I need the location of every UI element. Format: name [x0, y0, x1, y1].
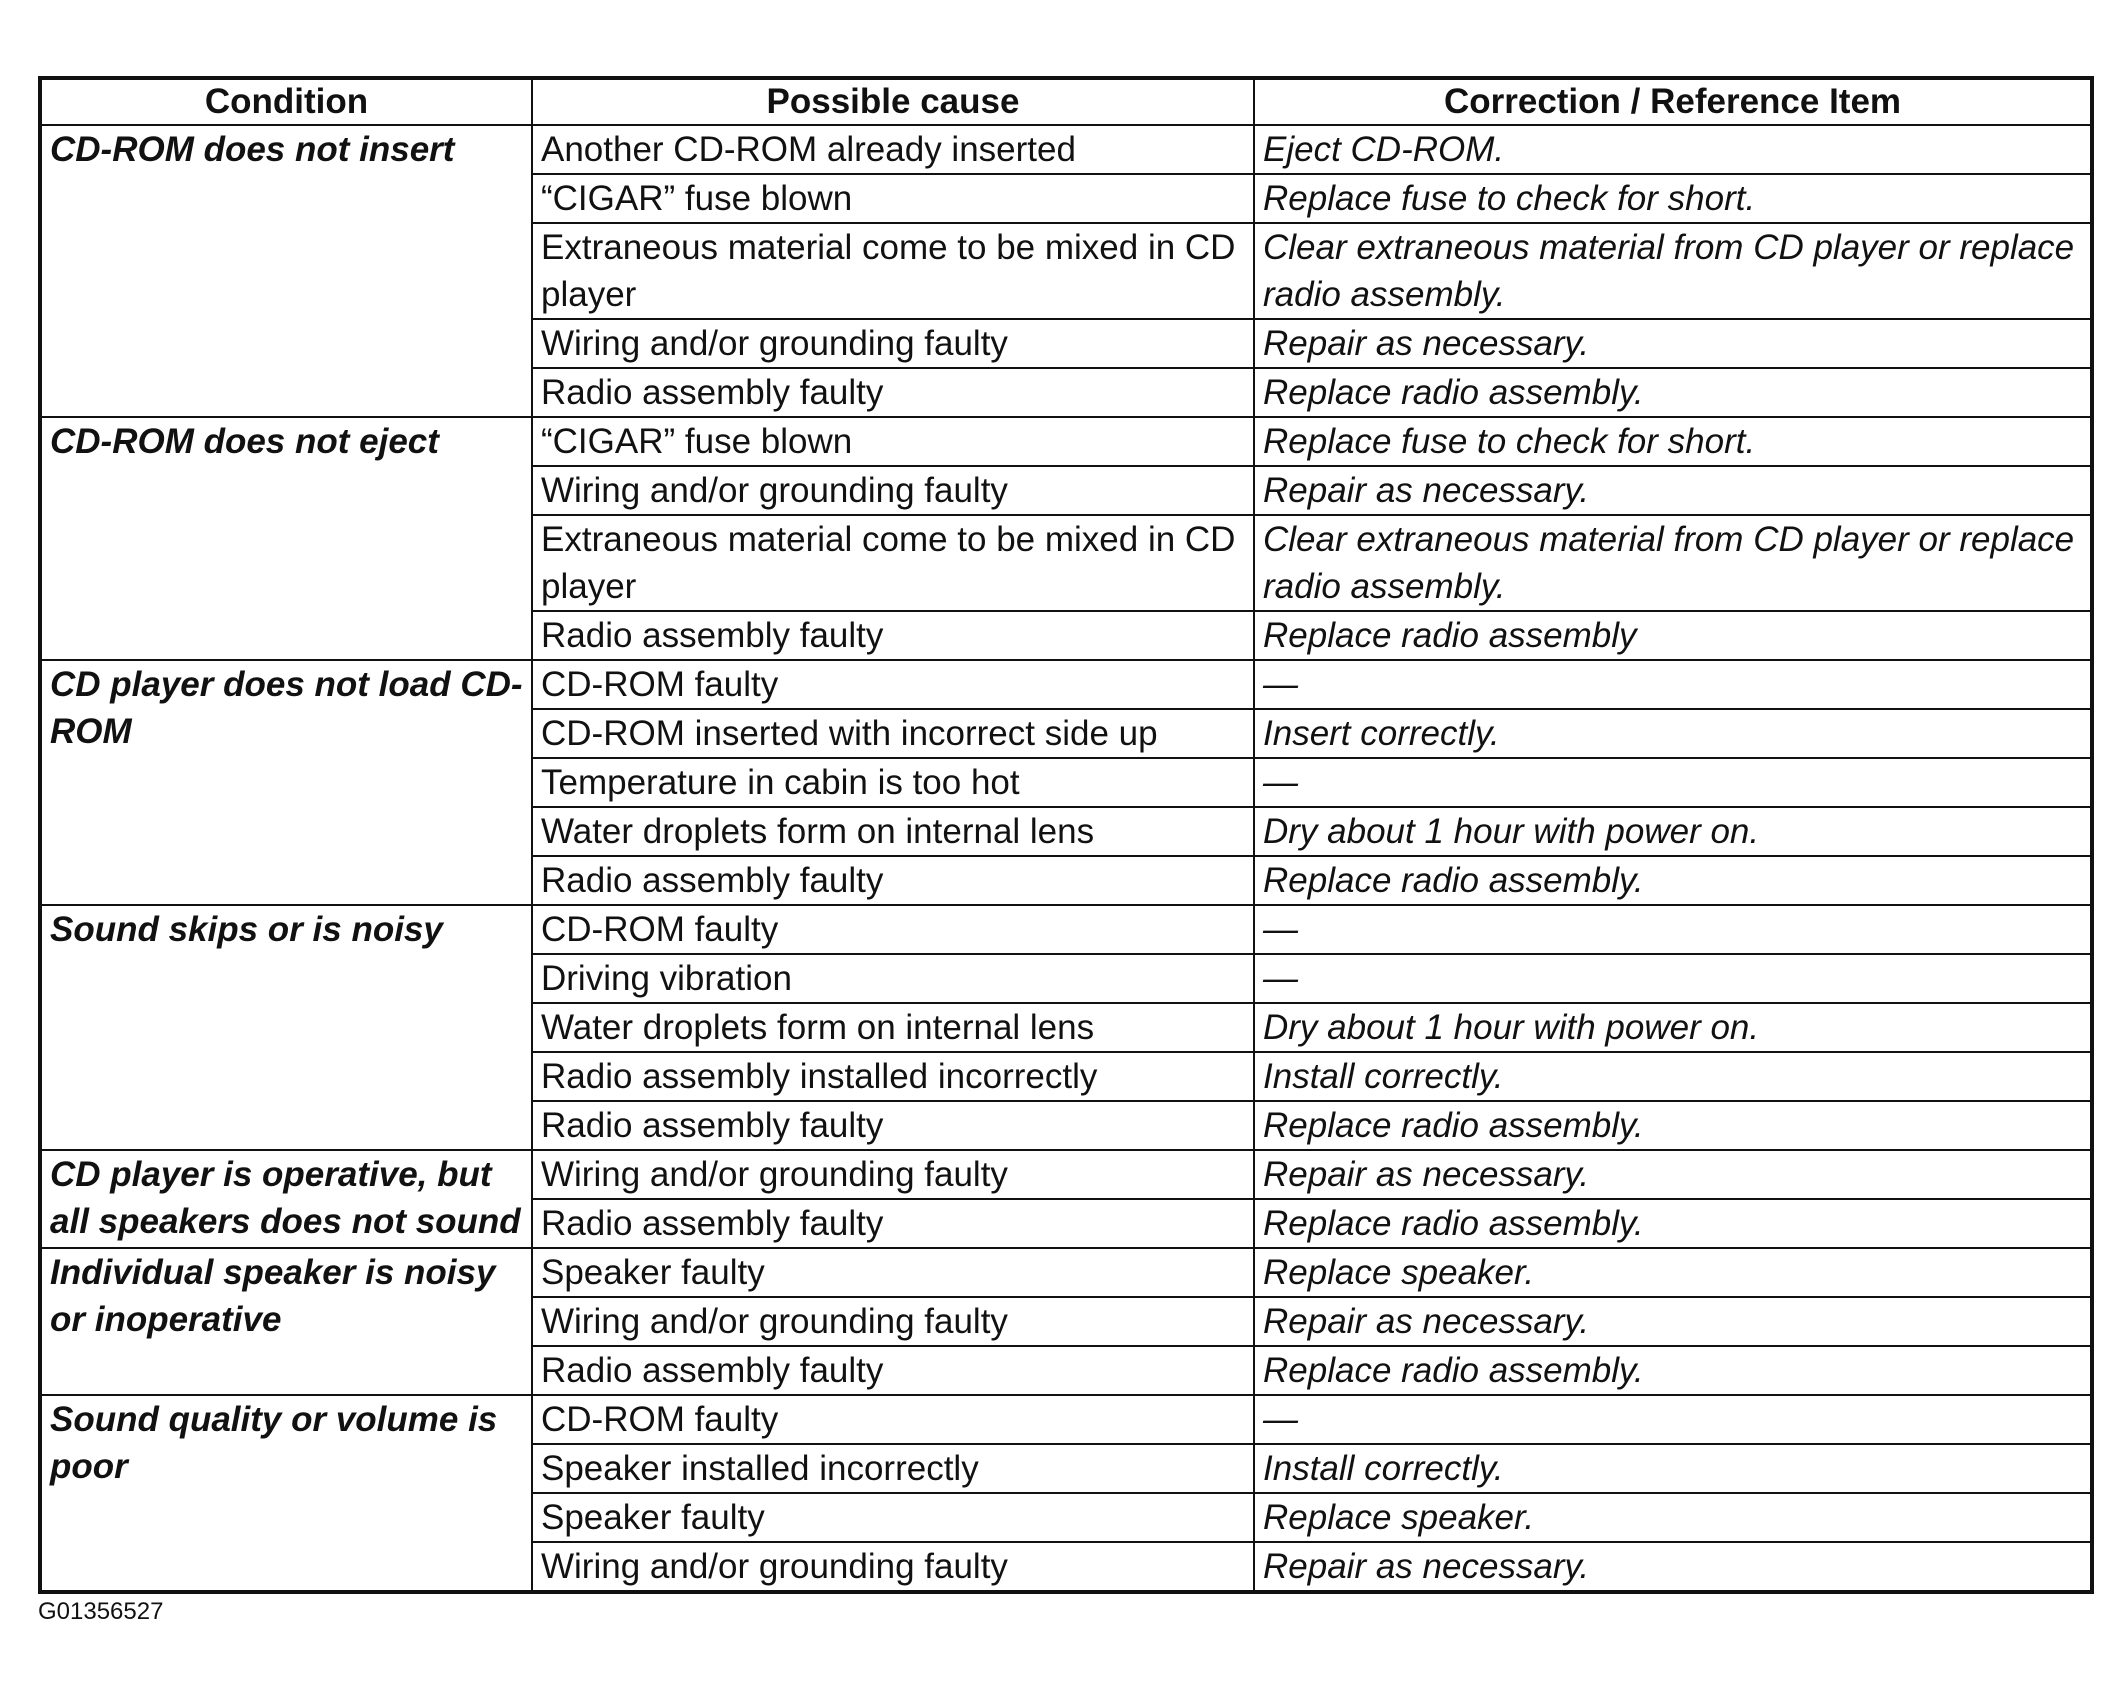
- table-row: [40, 1150, 2092, 1199]
- cause-cell: “CIGAR” fuse blown: [532, 417, 1254, 466]
- correction-cell: Replace fuse to check for short.: [1254, 417, 2092, 466]
- condition-cell: CD-ROM does not insert: [40, 125, 532, 417]
- table-body: [40, 125, 2092, 1592]
- correction-cell: Insert correctly.: [1254, 709, 2092, 758]
- cause-cell: Radio assembly faulty: [532, 611, 1254, 660]
- condition-cell: Sound quality or volume is poor: [40, 1395, 532, 1592]
- cause-cell: Radio assembly installed incorrectly: [532, 1052, 1254, 1101]
- correction-cell: —: [1254, 758, 2092, 807]
- table-row: [40, 660, 2092, 709]
- cause-cell: Wiring and/or grounding faulty: [532, 1297, 1254, 1346]
- figure-id: G01356527: [38, 1598, 164, 1625]
- cause-cell: CD-ROM faulty: [532, 905, 1254, 954]
- correction-cell: Dry about 1 hour with power on.: [1254, 1003, 2092, 1052]
- correction-cell: Clear extraneous material from CD player or replace radio assembly.: [1254, 515, 2092, 611]
- table-row: [40, 905, 2092, 954]
- cause-cell: Water droplets form on internal lens: [532, 1003, 1254, 1052]
- correction-cell: Replace radio assembly.: [1254, 1199, 2092, 1248]
- cause-cell: Radio assembly faulty: [532, 368, 1254, 417]
- cause-cell: Temperature in cabin is too hot: [532, 758, 1254, 807]
- cause-cell: Speaker faulty: [532, 1248, 1254, 1297]
- correction-cell: —: [1254, 954, 2092, 1003]
- cause-cell: CD-ROM faulty: [532, 660, 1254, 709]
- correction-cell: Install correctly.: [1254, 1052, 2092, 1101]
- troubleshooting-table: [38, 76, 2094, 1594]
- correction-cell: Replace fuse to check for short.: [1254, 174, 2092, 223]
- condition-cell: CD player is operative, but all speakers does not sound: [40, 1150, 532, 1248]
- cause-cell: “CIGAR” fuse blown: [532, 174, 1254, 223]
- condition-cell: Sound skips or is noisy: [40, 905, 532, 1150]
- correction-cell: Replace speaker.: [1254, 1248, 2092, 1297]
- cause-cell: Radio assembly faulty: [532, 1346, 1254, 1395]
- condition-cell: Individual speaker is noisy or inoperative: [40, 1248, 532, 1395]
- correction-cell: Replace radio assembly.: [1254, 1101, 2092, 1150]
- cause-cell: Speaker faulty: [532, 1493, 1254, 1542]
- correction-cell: Repair as necessary.: [1254, 319, 2092, 368]
- cause-cell: Extraneous material come to be mixed in CD player: [532, 223, 1254, 319]
- cause-cell: Speaker installed incorrectly: [532, 1444, 1254, 1493]
- cause-cell: Wiring and/or grounding faulty: [532, 1542, 1254, 1592]
- cause-cell: Wiring and/or grounding faulty: [532, 466, 1254, 515]
- correction-cell: Repair as necessary.: [1254, 1542, 2092, 1592]
- correction-cell: Eject CD-ROM.: [1254, 125, 2092, 174]
- cause-cell: Water droplets form on internal lens: [532, 807, 1254, 856]
- correction-cell: Replace radio assembly.: [1254, 856, 2092, 905]
- table-row: [40, 1248, 2092, 1297]
- cause-cell: Radio assembly faulty: [532, 1199, 1254, 1248]
- correction-cell: Replace radio assembly.: [1254, 1346, 2092, 1395]
- cause-cell: CD-ROM faulty: [532, 1395, 1254, 1444]
- header-condition: Condition: [40, 78, 532, 125]
- cause-cell: Wiring and/or grounding faulty: [532, 1150, 1254, 1199]
- cause-cell: Radio assembly faulty: [532, 856, 1254, 905]
- correction-cell: Replace radio assembly: [1254, 611, 2092, 660]
- correction-cell: Clear extraneous material from CD player or replace radio assembly.: [1254, 223, 2092, 319]
- correction-cell: Repair as necessary.: [1254, 1297, 2092, 1346]
- cause-cell: Wiring and/or grounding faulty: [532, 319, 1254, 368]
- correction-cell: —: [1254, 905, 2092, 954]
- correction-cell: —: [1254, 1395, 2092, 1444]
- correction-cell: Repair as necessary.: [1254, 466, 2092, 515]
- condition-cell: CD player does not load CD-ROM: [40, 660, 532, 905]
- cause-cell: Driving vibration: [532, 954, 1254, 1003]
- cause-cell: CD-ROM inserted with incorrect side up: [532, 709, 1254, 758]
- cause-cell: Radio assembly faulty: [532, 1101, 1254, 1150]
- correction-cell: Repair as necessary.: [1254, 1150, 2092, 1199]
- header-possible-cause: Possible cause: [532, 78, 1254, 125]
- correction-cell: Dry about 1 hour with power on.: [1254, 807, 2092, 856]
- table-row: [40, 1395, 2092, 1444]
- condition-cell: CD-ROM does not eject: [40, 417, 532, 660]
- header-row: [40, 78, 2092, 125]
- table-row: [40, 417, 2092, 466]
- table-row: [40, 125, 2092, 174]
- cause-cell: Another CD-ROM already inserted: [532, 125, 1254, 174]
- correction-cell: Replace speaker.: [1254, 1493, 2092, 1542]
- correction-cell: —: [1254, 660, 2092, 709]
- correction-cell: Install correctly.: [1254, 1444, 2092, 1493]
- cause-cell: Extraneous material come to be mixed in CD player: [532, 515, 1254, 611]
- header-correction: Correction / Reference Item: [1254, 78, 2092, 125]
- correction-cell: Replace radio assembly.: [1254, 368, 2092, 417]
